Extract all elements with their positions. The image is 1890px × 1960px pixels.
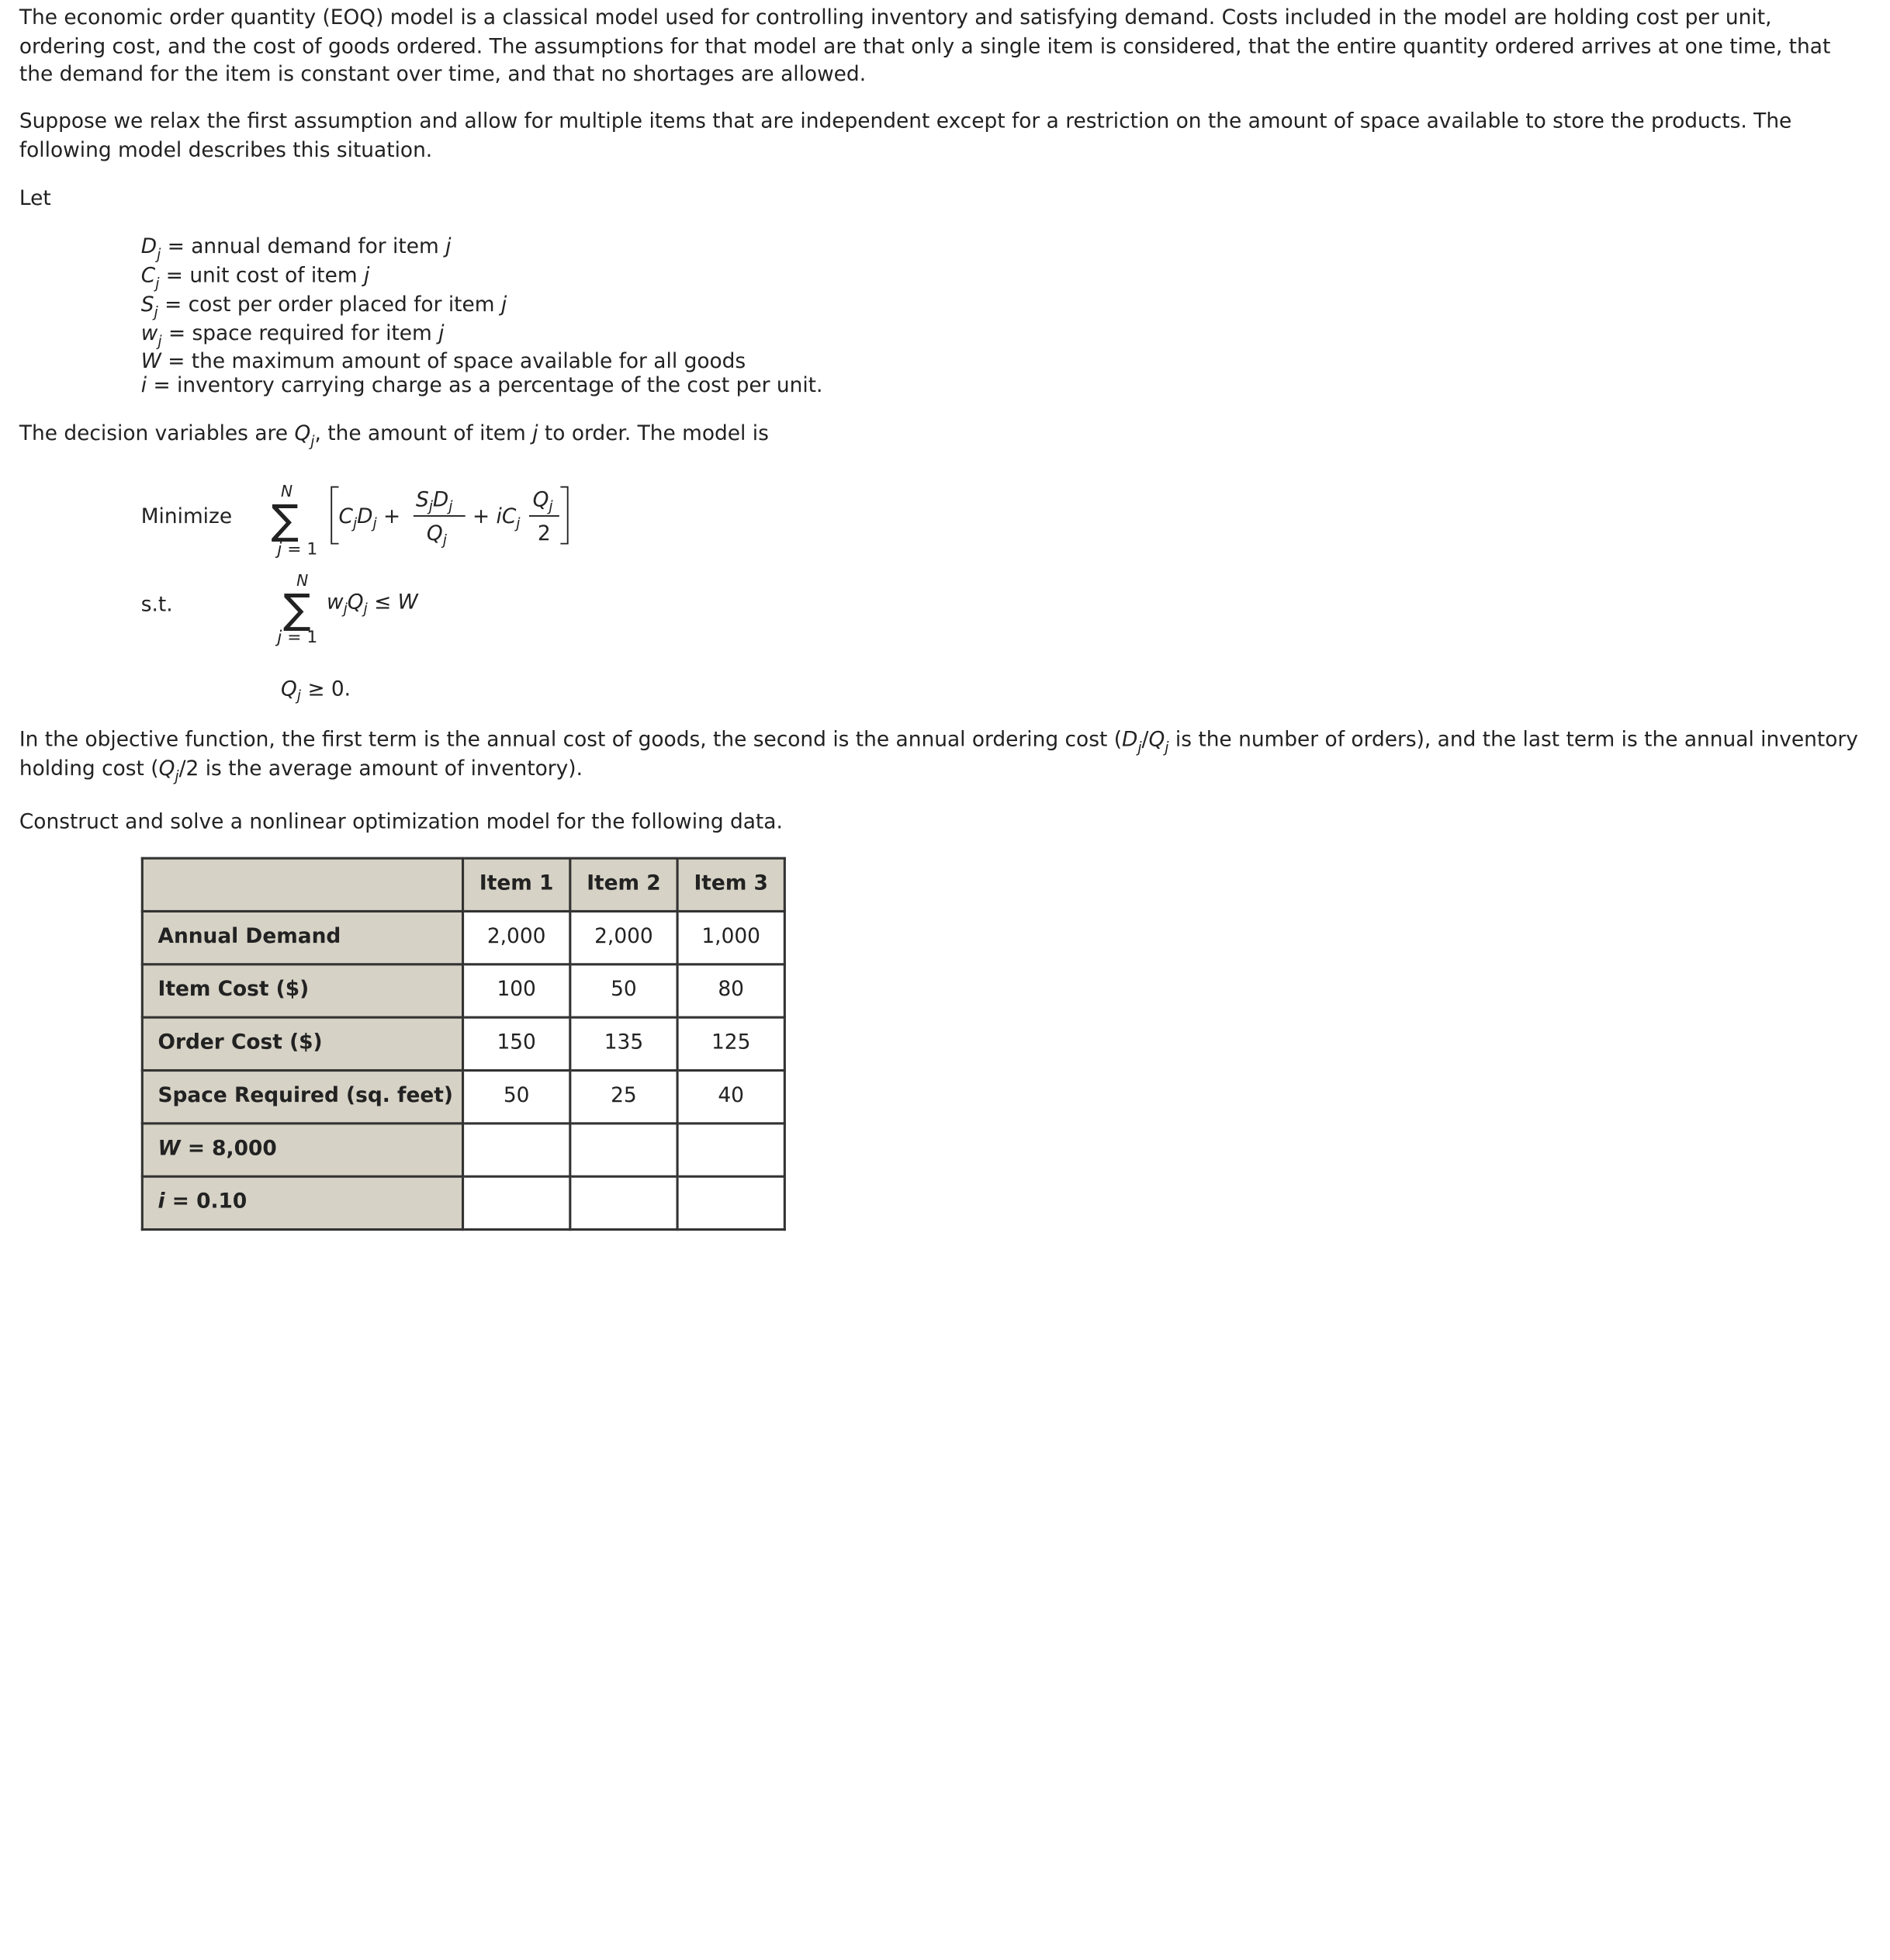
table-row <box>142 1176 784 1229</box>
table-cell-empty <box>570 1124 677 1176</box>
table-cell: 2,000 <box>570 911 677 964</box>
definition-W: W = the maximum amount of space available for all goods <box>140 349 746 374</box>
left-bracket <box>331 487 338 544</box>
table-corner-cell <box>142 858 462 911</box>
table-cell: 50 <box>570 964 677 1017</box>
data-table <box>141 857 786 1231</box>
definition-S: $S_j = \cos t$ per order placed for item j <box>140 293 507 321</box>
table-header-item2: Item 2 <box>570 858 677 911</box>
table-cell: 40 <box>677 1071 784 1124</box>
fraction-numerator: $S_jD_j$ <box>415 487 453 515</box>
row-label-order-cost: Order Cost ($) <box>142 1017 462 1070</box>
row-label-i: i = 0.10 <box>142 1176 462 1229</box>
table-cell: 135 <box>570 1017 677 1070</box>
model-formula <box>19 480 863 708</box>
table-cell-empty <box>677 1124 784 1176</box>
minimize-label: Minimize <box>140 504 233 529</box>
sum-lower-2: j = 1 <box>277 628 318 648</box>
decision-variables-sentence: The decision variables are $Q_j$, the amount of item j to order. The model is <box>19 421 769 450</box>
table-cell: 25 <box>570 1071 677 1124</box>
construct-instruction: Construct and solve a nonlinear optimization model for the following data. <box>19 809 783 835</box>
st-label: s.t. <box>140 593 173 618</box>
table-header-row <box>142 858 784 911</box>
fraction-denominator: $Q_j$ <box>426 521 447 549</box>
objective-explanation: In the objective function, the first term is the annual cost of goods, the second is the annual ordering cost ($D_j/Q_j$ is the number of orders), and the last term is the annual inventory holding cost ($Q_j/2$ is the average amount of inventory). <box>19 728 1858 784</box>
table-cell: 2,000 <box>463 911 570 964</box>
row-label-W: W = 8,000 <box>142 1124 462 1176</box>
sum-lower-1: j = 1 <box>277 539 318 559</box>
definition-D: $D_j$ = annual demand for item j <box>140 234 452 263</box>
intro-paragraph: The economic order quantity (EOQ) model is a classical model used for controlling inventory and satisfying demand. Costs included in the model are holding cost per unit, ordering cost, and the cost of goods ordered. The assumptions for that model are that only a single item is considered, that the entire quantity ordered arrives at one time, that the demand for the item is constant over time, and that no shortages are allowed. <box>19 5 1831 87</box>
term-cost-of-goods: $C_jD_j$ + <box>338 504 401 532</box>
table-cell: 80 <box>677 964 784 1017</box>
table-cell-empty <box>677 1176 784 1229</box>
table-row <box>142 964 784 1017</box>
fraction2-numerator: $Q_j$ <box>532 487 553 515</box>
definitions-list <box>141 233 823 397</box>
definition-C: $C_j$ = unit cost of item j <box>140 264 370 292</box>
table-cell: 1,000 <box>677 911 784 964</box>
table-cell: 100 <box>463 964 570 1017</box>
table-header-item3: Item 3 <box>677 858 784 911</box>
row-label-item-cost: Item Cost ($) <box>142 964 462 1017</box>
sum-sign-1: ∑ <box>271 497 299 545</box>
table-row <box>142 1017 784 1070</box>
constraint-expression: $w_jQ_j \le W$ <box>326 590 418 618</box>
table-cell-empty <box>463 1124 570 1176</box>
nonnegativity: $Q_j \ge 0$. <box>280 677 351 705</box>
table-cell-empty <box>463 1176 570 1229</box>
optimization-model <box>141 480 985 708</box>
relax-paragraph: Suppose we relax the first assumption and allow for multiple items that are independent except for a restriction on the amount of space available to store the products. The following model describes this situation. <box>19 109 1792 162</box>
sum-upper-1: N <box>280 482 293 501</box>
definition-i: i = inventory carrying charge as a percentage of the cost per unit. <box>140 373 823 398</box>
table-cell: 150 <box>463 1017 570 1070</box>
table-cell: 50 <box>463 1071 570 1124</box>
row-label-space-required: Space Required (sq. feet) <box>142 1071 462 1124</box>
sum-sign-2: ∑ <box>283 586 311 634</box>
table-cell: 125 <box>677 1017 784 1070</box>
row-label-annual-demand: Annual Demand <box>142 911 462 964</box>
term-holding: + $iC_j$ <box>472 504 521 532</box>
table-row <box>142 911 784 964</box>
right-bracket <box>560 487 567 544</box>
table-header-item1: Item 1 <box>463 858 570 911</box>
let-label: Let <box>19 186 51 211</box>
fraction2-denominator: 2 <box>537 521 551 545</box>
table-row <box>142 1124 784 1176</box>
definition-w: $w_j$ = space required for item j <box>140 321 445 350</box>
table-row <box>142 1071 784 1124</box>
table-cell-empty <box>570 1176 677 1229</box>
sum-upper-2: N <box>296 571 309 590</box>
